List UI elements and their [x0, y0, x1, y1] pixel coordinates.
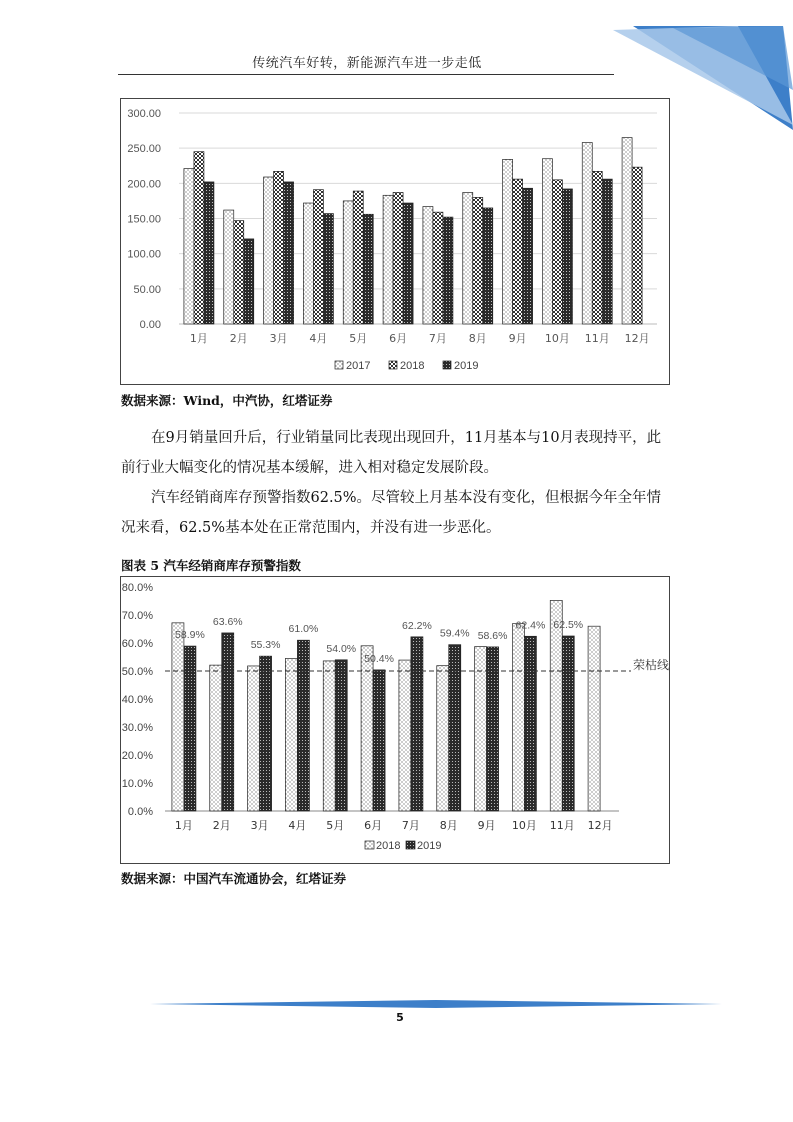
chart1-bar-2018-6: [393, 192, 403, 324]
chart2-xtick: 6月: [364, 819, 383, 832]
chart1-bar-2017-6: [383, 195, 393, 324]
chart1-bar-2017-3: [264, 177, 274, 324]
chart2-legend-2019: 2019: [417, 840, 442, 852]
chart2-ytick: 40.0%: [121, 694, 153, 706]
chart2-bar-2018-4: [285, 658, 297, 811]
chart2-bar-2018-7: [399, 660, 411, 811]
chart2-ytick: 30.0%: [121, 722, 153, 734]
page-number: 5: [396, 1011, 404, 1024]
chart2-bar-2018-1: [172, 623, 184, 811]
chart2-bar-2019-10: [524, 636, 536, 811]
chart2-xtick: 9月: [477, 819, 496, 832]
chart2-legend-swatch-2019: [406, 841, 415, 849]
figure2-source: 数据来源：中国汽车流通协会，红塔证券: [121, 871, 347, 886]
chart1-bar-2019-2: [244, 239, 254, 324]
chart1-bar-2019-11: [602, 179, 612, 324]
chart1-legend-swatch-2018: [389, 361, 397, 369]
chart2-xtick: 3月: [250, 819, 269, 832]
chart2-ytick: 60.0%: [121, 638, 153, 650]
chart1-bar-2018-2: [234, 221, 244, 324]
inventory-index-chart-svg: [121, 577, 669, 863]
chart1-bar-2019-8: [483, 208, 493, 324]
chart2-bar-2018-11: [550, 600, 562, 811]
chart2-xtick: 4月: [288, 819, 307, 832]
chart2-bar-2018-10: [512, 624, 524, 811]
chart1-bar-2017-4: [303, 203, 313, 324]
chart2-bar-2019-4: [297, 640, 309, 811]
sales-chart: [120, 98, 670, 385]
chart2-data-label: 63.6%: [212, 615, 243, 628]
chart1-legend-swatch-2019: [443, 361, 451, 369]
chart2-xtick: 11月: [549, 819, 575, 832]
chart2-ytick: 20.0%: [121, 750, 153, 762]
chart2-xtick: 10月: [511, 819, 537, 832]
chart1-bar-2019-1: [204, 182, 214, 324]
inventory-index-chart: [120, 576, 670, 864]
chart1-ytick: 100.00: [127, 248, 161, 261]
chart2-bar-2019-11: [562, 636, 574, 811]
chart1-xtick: 2月: [229, 332, 248, 345]
chart1-bar-2018-11: [592, 171, 602, 324]
chart1-bar-2018-5: [353, 191, 363, 324]
chart1-xtick: 7月: [428, 332, 447, 345]
chart1-bar-2017-2: [224, 210, 234, 324]
chart1-ytick: 300.00: [127, 108, 161, 120]
chart2-ytick: 80.0%: [121, 582, 153, 594]
chart1-bar-2019-6: [403, 203, 413, 324]
chart1-legend-2017: 2017: [346, 360, 371, 372]
chart1-xtick: 10月: [544, 332, 570, 345]
chart1-legend-2019: 2019: [454, 360, 479, 372]
chart2-data-label: 58.9%: [175, 629, 205, 642]
chart2-data-label: 58.6%: [477, 629, 508, 642]
chart2-bar-2019-3: [260, 656, 272, 811]
chart1-xtick: 12月: [624, 332, 650, 345]
chart1-ytick: 250.00: [127, 143, 161, 156]
chart1-xtick: 5月: [349, 332, 368, 345]
chart2-bar-2018-8: [437, 666, 449, 811]
chart1-xtick: 4月: [309, 332, 328, 345]
chart2-ytick: 10.0%: [121, 778, 153, 790]
chart2-xtick: 7月: [401, 819, 420, 832]
header-rule: [118, 74, 614, 75]
chart2-bar-2019-8: [449, 645, 461, 811]
chart1-bar-2019-7: [443, 217, 453, 324]
chart2-bar-2019-2: [222, 633, 234, 811]
chart1-ytick: 150.00: [127, 213, 161, 226]
chart2-data-label: 62.2%: [402, 619, 432, 632]
chart1-bar-2018-9: [513, 179, 523, 324]
chart1-bar-2018-4: [313, 190, 323, 324]
sales-chart-svg: [121, 99, 669, 384]
chart1-xtick: 3月: [269, 332, 288, 345]
chart1-xtick: 8月: [468, 332, 487, 345]
chart2-ytick: 0.0%: [127, 806, 153, 818]
chart1-ytick: 50.00: [133, 283, 161, 296]
chart2-bar-2018-12: [588, 626, 600, 811]
figure1-source: 数据来源：Wind，中汽协，红塔证券: [121, 393, 333, 408]
chart2-xtick: 2月: [212, 819, 231, 832]
chart1-bar-2019-3: [284, 182, 294, 324]
chart1-bar-2017-7: [423, 207, 433, 324]
chart1-bar-2018-7: [433, 212, 443, 324]
chart1-legend-swatch-2017: [335, 361, 343, 369]
chart2-data-label: 61.0%: [288, 623, 319, 636]
footer-line: [150, 1000, 722, 1008]
chart2-xtick: 12月: [587, 819, 613, 832]
paragraph-2: 汽车经销商库存预警指数62.5%。尽管较上月基本没有变化，但根据今年全年情况来看，62.5%基本处在正常范围内，并没有进一步恶化。: [121, 490, 662, 536]
chart1-ytick: 0.00: [139, 319, 161, 331]
chart1-bar-2018-1: [194, 152, 204, 324]
chart1-bar-2018-12: [632, 167, 642, 324]
chart1-legend-2018: 2018: [400, 360, 425, 372]
chart1-bar-2017-10: [542, 159, 552, 324]
chart2-xtick: 5月: [326, 819, 345, 832]
header-title: 传统汽车好转，新能源汽车进一步走低: [252, 56, 482, 71]
chart2-bar-2019-9: [487, 647, 499, 811]
chart2-xtick: 1月: [174, 819, 193, 832]
chart1-ytick: 200.00: [127, 178, 161, 191]
chart1-bar-2018-10: [552, 180, 562, 324]
chart2-ytick: 70.0%: [121, 610, 153, 622]
chart1-bar-2017-1: [184, 169, 194, 324]
paragraph-1: 在9月销量回升后，行业销量同比表现出现回升，11月基本与10月表现持平，此前行业大幅变化的情况基本缓解，进入相对稳定发展阶段。: [121, 430, 662, 476]
chart2-bar-2019-5: [335, 660, 347, 811]
chart1-bar-2017-12: [622, 138, 632, 324]
chart1-bar-2017-11: [582, 143, 592, 324]
chart2-bar-2018-2: [210, 665, 222, 811]
chart2-bar-2019-7: [411, 637, 423, 811]
chart2-data-label: 62.5%: [553, 619, 584, 631]
chart1-bar-2017-5: [343, 201, 353, 324]
chart1-bar-2019-10: [562, 189, 572, 324]
chart2-data-label: 55.3%: [250, 639, 281, 652]
chart2-bar-2018-5: [323, 661, 335, 811]
chart1-xtick: 6月: [389, 332, 408, 345]
chart1-xtick: 9月: [508, 332, 527, 345]
chart2-xtick: 8月: [439, 819, 458, 832]
chart1-bar-2017-9: [503, 159, 513, 324]
chart1-bar-2019-5: [363, 214, 373, 324]
chart2-data-label: 62.4%: [515, 619, 546, 632]
chart1-bar-2019-4: [323, 214, 333, 324]
chart2-data-label: 54.0%: [326, 642, 357, 655]
chart2-bar-2019-6: [373, 670, 385, 811]
chart1-bar-2018-3: [274, 171, 284, 324]
chart1-xtick: 1月: [189, 332, 208, 345]
chart2-data-label: 50.4%: [364, 652, 394, 665]
chart2-ytick: 50.0%: [121, 666, 153, 678]
figure2-title: 图表 5 汽车经销商库存预警指数: [121, 558, 301, 573]
chart1-bar-2017-8: [463, 192, 473, 324]
chart1-xtick: 11月: [584, 332, 610, 345]
chart1-bar-2018-8: [473, 197, 483, 324]
chart2-reference-label: 荣枯线: [633, 658, 669, 672]
chart2-legend-2018: 2018: [376, 840, 401, 852]
chart2-data-label: 59.4%: [439, 627, 470, 640]
chart2-bar-2018-3: [248, 666, 260, 811]
chart2-legend-swatch-2018: [365, 841, 374, 849]
chart1-bar-2019-9: [523, 188, 533, 324]
